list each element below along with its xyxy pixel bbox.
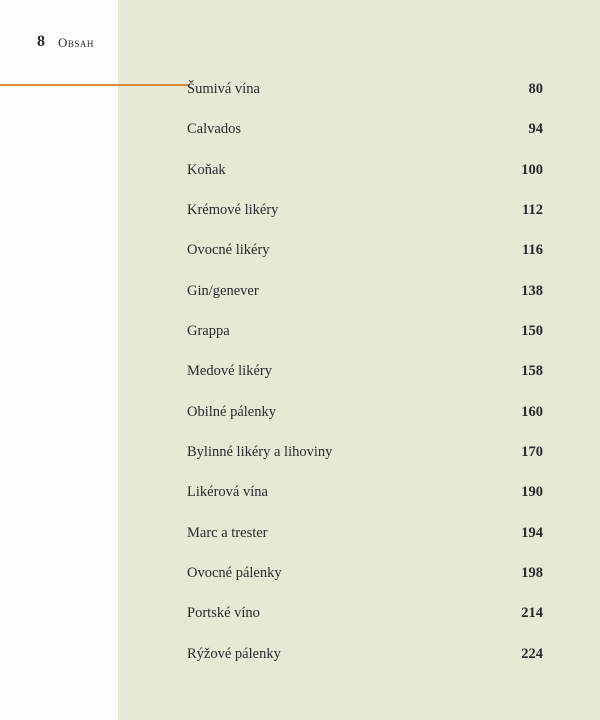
toc-entry-title: Šumivá vína (187, 81, 260, 97)
toc-entry-page: 170 (521, 444, 543, 461)
toc-entry[interactable] (187, 484, 543, 524)
page-number: 8 (37, 33, 45, 50)
toc-entry-title: Marc a trester (187, 524, 268, 541)
toc-entry[interactable] (187, 81, 543, 121)
toc-entry-title: Ovocné pálenky (187, 565, 282, 582)
toc-entry-page: 112 (522, 202, 543, 219)
toc-entry-page: 94 (528, 121, 543, 138)
toc-entry-page: 214 (521, 605, 543, 622)
section-title: Obsah (58, 35, 94, 50)
toc-entry-page: 80 (528, 81, 543, 97)
toc-entry-page: 150 (521, 323, 543, 340)
toc-entry[interactable] (187, 525, 543, 565)
toc-entry-page: 198 (521, 565, 543, 582)
running-head (0, 33, 190, 55)
toc-entry-page: 116 (522, 242, 543, 259)
toc-entry[interactable] (187, 404, 543, 444)
toc-entry-title: Grappa (187, 323, 230, 340)
toc-entry-page: 100 (521, 161, 543, 178)
toc-entry[interactable] (187, 202, 543, 242)
toc-entry-title: Gin/genever (187, 282, 259, 299)
toc-entry[interactable] (187, 444, 543, 484)
toc-entry[interactable] (187, 363, 543, 403)
toc-entry[interactable] (187, 565, 543, 605)
toc-entry-title: Likérová vína (187, 484, 268, 501)
toc-entry[interactable] (187, 605, 543, 645)
header-rule (0, 84, 190, 86)
toc-entry-page: 138 (521, 282, 543, 299)
toc-entry-title: Obilné pálenky (187, 403, 276, 420)
toc-entry-page: 160 (521, 403, 543, 420)
toc-entry-page: 194 (521, 524, 543, 541)
toc-entry-title: Koňak (187, 161, 226, 178)
toc-entry-title: Rýžové pálenky (187, 645, 281, 662)
toc-entry-title: Ovocné likéry (187, 242, 270, 259)
toc-entry-title: Portské víno (187, 605, 260, 622)
toc-entry-title: Krémové likéry (187, 202, 279, 219)
table-of-contents (187, 81, 543, 686)
toc-entry-title: Medové likéry (187, 363, 272, 380)
toc-entry-title: Calvados (187, 121, 241, 138)
toc-entry[interactable] (187, 646, 543, 686)
toc-entry[interactable] (187, 283, 543, 323)
toc-entry[interactable] (187, 121, 543, 161)
toc-entry[interactable] (187, 242, 543, 282)
toc-entry-title: Bylinné likéry a lihoviny (187, 444, 333, 461)
toc-entry-page: 224 (521, 645, 543, 662)
toc-entry[interactable] (187, 323, 543, 363)
page-margin (0, 0, 118, 720)
toc-entry-page: 190 (521, 484, 543, 501)
toc-entry[interactable] (187, 162, 543, 202)
toc-entry-page: 158 (521, 363, 543, 380)
